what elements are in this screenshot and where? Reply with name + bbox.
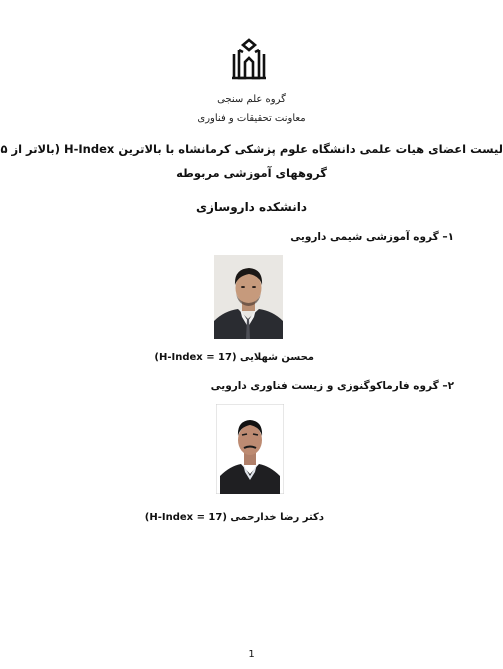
document-title-line1: لیست اعضای هیات علمی دانشگاه علوم پزشکی کرمانشاه با بالاترین H-Index (بالاتر از ۵ [0, 142, 503, 156]
section-heading-pharmacognosy: ۲– گروه فارماکوگنوزی و زیست فناوری دارویی [210, 380, 454, 392]
vice-chancellor-label: معاونت تحقیقات و فناوری [197, 113, 306, 124]
page-number: 1 [248, 649, 255, 660]
research-group-label: گروه علم سنجی [217, 94, 286, 105]
member-caption: دکتر رضا خدارحمی (H-Index = 17) [144, 512, 324, 523]
member-photo [214, 255, 283, 339]
faculty-heading: دانشکده داروسازی [195, 200, 307, 214]
document-title-line2: گروههای آموزشی مربوطه [176, 166, 327, 180]
member-caption: محسن شهلایی (H-Index = 17) [154, 352, 314, 363]
member-photo [216, 404, 284, 494]
section-heading-medicinal-chemistry: ۱– گروه آموزشی شیمی دارویی [290, 231, 454, 243]
university-emblem-icon [230, 38, 268, 82]
